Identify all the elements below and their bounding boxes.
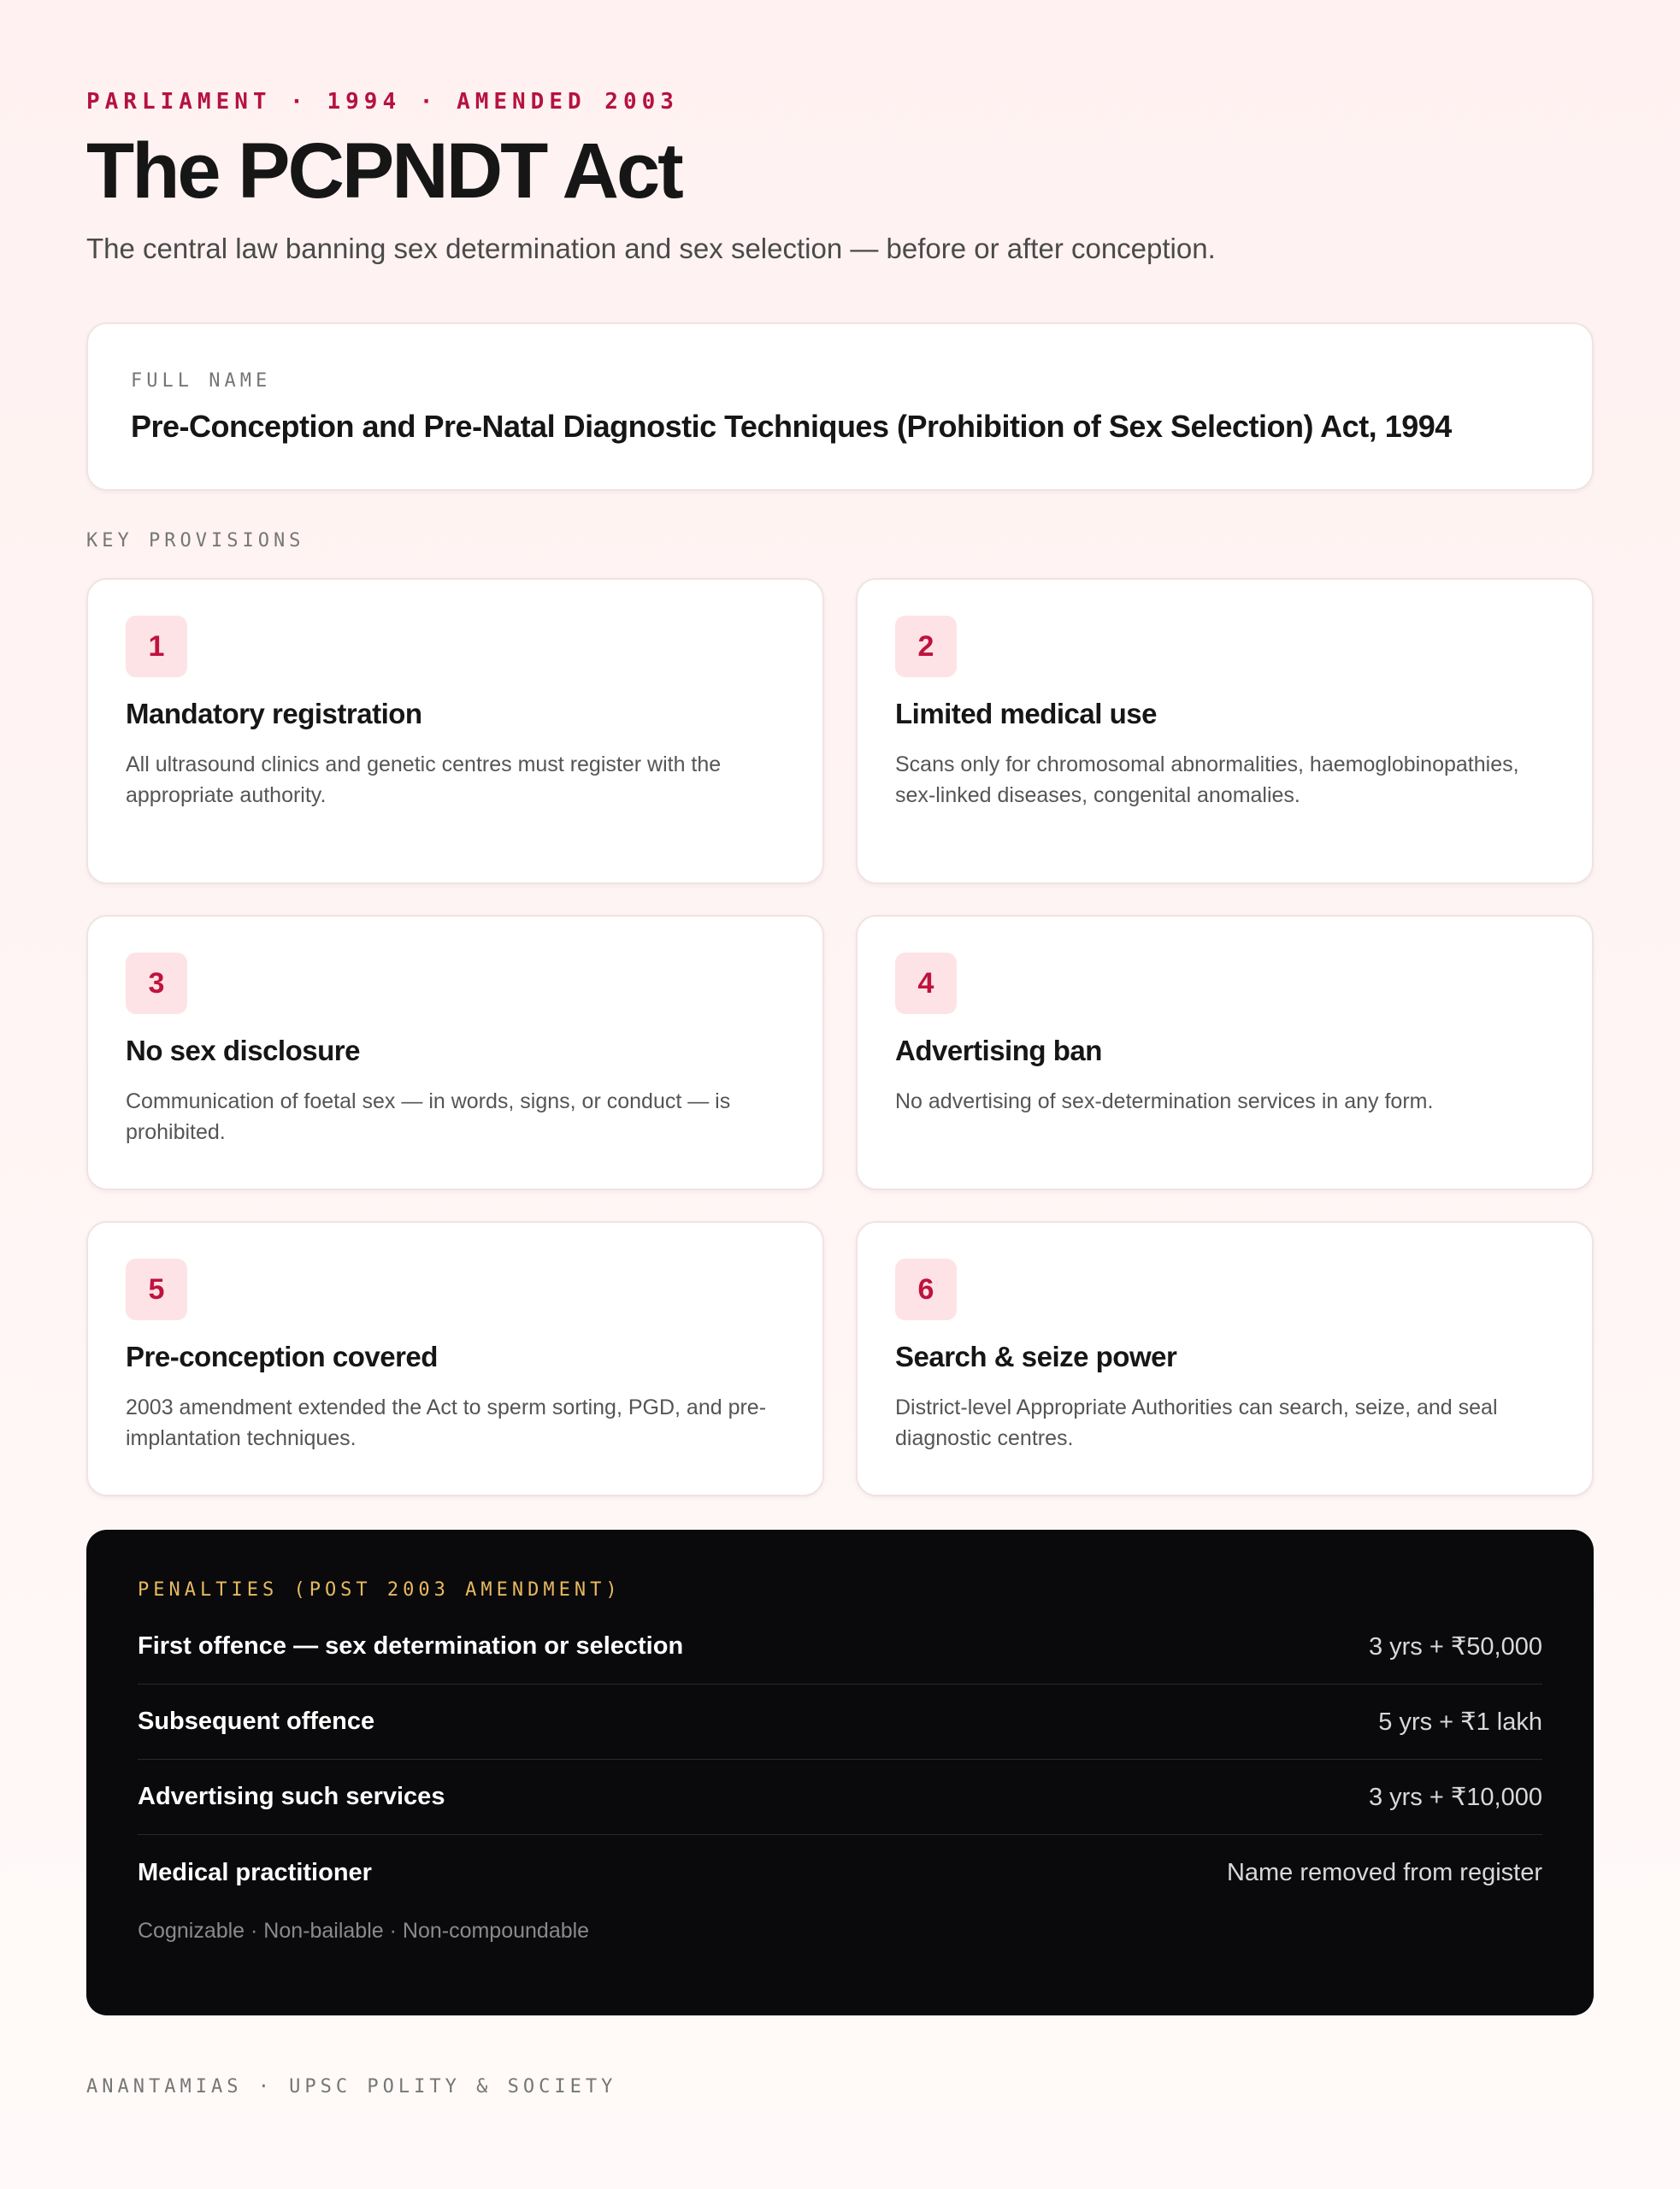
- penalty-offence: Advertising such services: [138, 1783, 445, 1810]
- penalty-offence: First offence — sex determination or selection: [138, 1632, 684, 1660]
- provision-number-badge: 5: [126, 1259, 187, 1320]
- provision-number-badge: 3: [126, 953, 187, 1014]
- provision-card: [86, 1221, 824, 1496]
- provision-title: Mandatory registration: [126, 698, 422, 729]
- penalties-label: PENALTIES (POST 2003 AMENDMENT): [138, 1579, 622, 1601]
- provision-card: [856, 915, 1594, 1190]
- provision-title: Pre-conception covered: [126, 1341, 438, 1372]
- provision-description: 2003 amendment extended the Act to sperm sorting, PGD, and pre-implantation techniques.: [126, 1395, 767, 1450]
- full-name-text: Pre-Conception and Pre-Natal Diagnostic Techniques (Prohibition of Sex Selection) Act, 1994: [131, 409, 1452, 444]
- provision-description: No advertising of sex-determination services in any form.: [895, 1089, 1434, 1113]
- provision-card: [86, 578, 824, 884]
- penalties-panel: [86, 1530, 1594, 2015]
- penalty-value: 3 yrs + ₹10,000: [1368, 1784, 1542, 1811]
- full-name-label: FULL NAME: [131, 370, 272, 392]
- eyebrow: PARLIAMENT · 1994 · AMENDED 2003: [86, 89, 679, 115]
- page-title: The PCPNDT Act: [86, 127, 681, 215]
- provision-number-badge: 6: [895, 1259, 957, 1320]
- provision-number-badge: 4: [895, 953, 957, 1014]
- penalties-footnote: Cognizable · Non-bailable · Non-compoundable: [138, 1919, 590, 1943]
- provision-title: Limited medical use: [895, 698, 1157, 729]
- provisions-grid: [86, 578, 1594, 1496]
- penalty-value: 3 yrs + ₹50,000: [1368, 1633, 1542, 1661]
- page-subtitle: The central law banning sex determination and sex selection — before or after conception.: [86, 233, 1216, 264]
- penalty-row: [138, 1760, 1542, 1835]
- footer-credit: ANANTAMIAS · UPSC POLITY & SOCIETY: [86, 2076, 617, 2098]
- penalty-row: [138, 1609, 1542, 1685]
- provision-card: [86, 915, 824, 1190]
- provision-number-badge: 1: [126, 616, 187, 677]
- provision-title: No sex disclosure: [126, 1035, 360, 1066]
- provision-title: Search & seize power: [895, 1341, 1177, 1372]
- provision-description: District-level Appropriate Authorities can search, seize, and seal diagnostic centres.: [895, 1395, 1498, 1450]
- provision-description: Scans only for chromosomal abnormalities, haemoglobinopathies, sex-linked diseases, congenital anomalies.: [895, 752, 1519, 807]
- provision-description: All ultrasound clinics and genetic centres must register with the appropriate authority.: [126, 752, 722, 807]
- provision-card: [856, 1221, 1594, 1496]
- provision-card: [856, 578, 1594, 884]
- penalties-list: [138, 1609, 1542, 1910]
- penalty-row: [138, 1835, 1542, 1910]
- penalty-offence: Subsequent offence: [138, 1708, 375, 1735]
- penalty-value: 5 yrs + ₹1 lakh: [1378, 1708, 1542, 1736]
- provision-title: Advertising ban: [895, 1035, 1102, 1066]
- penalty-offence: Medical practitioner: [138, 1858, 372, 1886]
- provision-description: Communication of foetal sex — in words, signs, or conduct — is prohibited.: [126, 1089, 731, 1144]
- provision-number-badge: 2: [895, 616, 957, 677]
- full-name-card: [86, 322, 1594, 491]
- key-provisions-label: KEY PROVISIONS: [86, 530, 305, 552]
- penalty-row: [138, 1685, 1542, 1760]
- penalty-value: Name removed from register: [1226, 1858, 1542, 1886]
